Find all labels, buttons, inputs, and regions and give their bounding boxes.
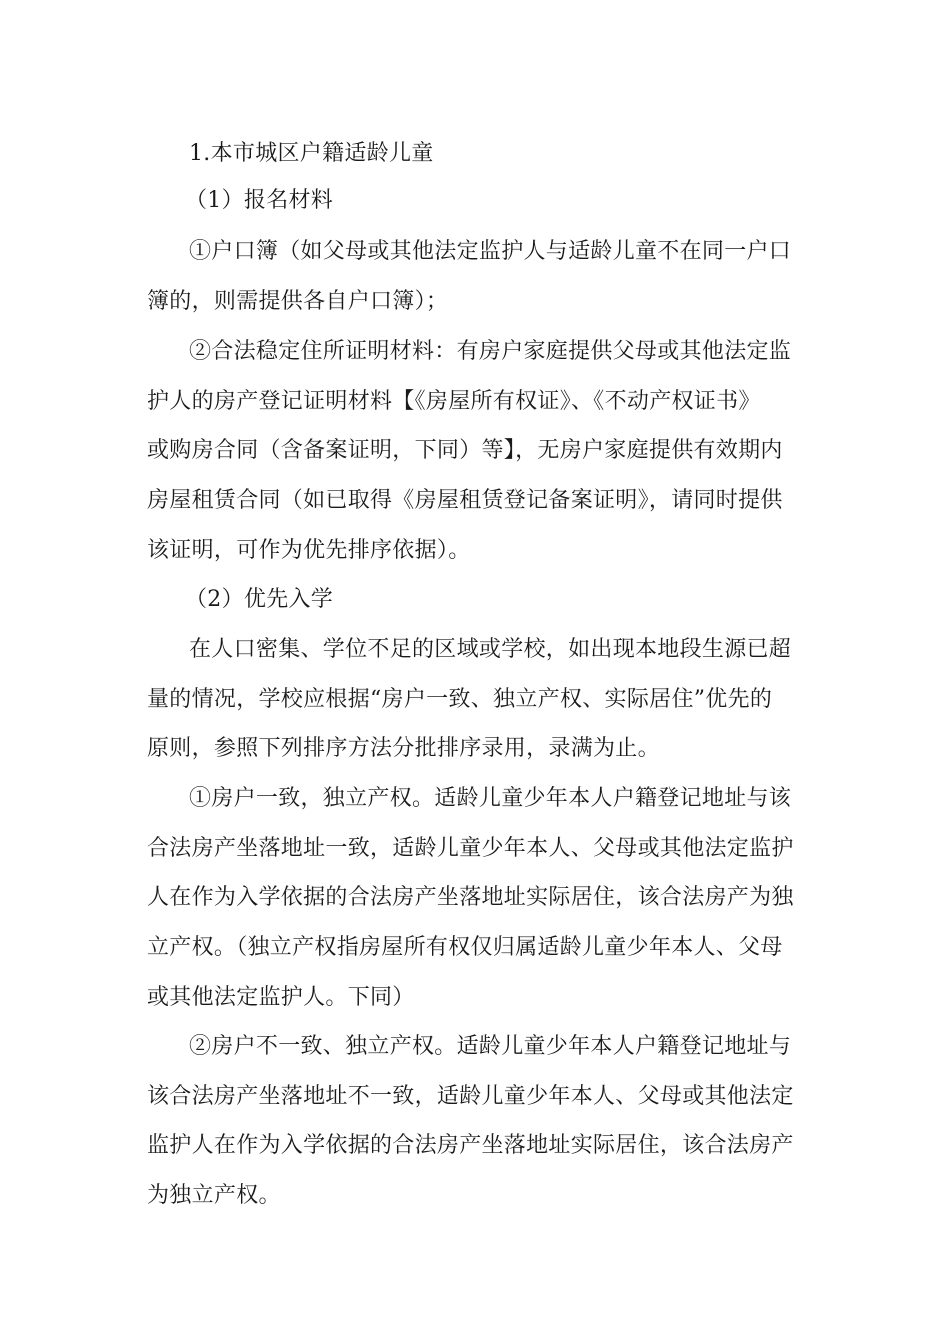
paragraph-line: 立产权。（独立产权指房屋所有权仅归属适龄儿童少年本人、父母 <box>147 935 783 960</box>
paragraph-line: 合法房产坐落地址一致，适龄儿童少年本人、父母或其他法定监护 <box>147 836 794 861</box>
paragraph-line: 簿的，则需提供各自户口簿）； <box>147 289 449 314</box>
paragraph-line: 或其他法定监护人。下同） <box>147 985 415 1010</box>
paragraph-line: ②合法稳定住所证明材料：有房户家庭提供父母或其他法定监 <box>189 339 792 364</box>
paragraph-line: 原则，参照下列排序方法分批排序录用，录满为止。 <box>147 736 660 761</box>
paragraph-line: 人在作为入学依据的合法房产坐落地址实际居住，该合法房产为独 <box>147 885 794 910</box>
subsection-heading: （2）优先入学 <box>185 587 334 612</box>
paragraph-line: 量的情况，学校应根据“房户一致、独立产权、实际居住”优先的 <box>147 687 773 712</box>
paragraph-line: ①房户一致，独立产权。适龄儿童少年本人户籍登记地址与该 <box>189 786 792 811</box>
paragraph-line: 该合法房产坐落地址不一致，适龄儿童少年本人、父母或其他法定 <box>147 1084 794 1109</box>
paragraph-line: 或购房合同（含备案证明，下同）等】，无房户家庭提供有效期内 <box>147 438 783 463</box>
subsection-heading: （1）报名材料 <box>185 188 334 213</box>
paragraph-line: ①户口簿（如父母或其他法定监护人与适龄儿童不在同一户口 <box>189 239 792 264</box>
paragraph-line: 在人口密集、学位不足的区域或学校，如出现本地段生源已超 <box>189 637 792 662</box>
paragraph-line: 为独立产权。 <box>147 1183 281 1208</box>
paragraph-line: ②房户不一致、独立产权。适龄儿童少年本人户籍登记地址与 <box>189 1034 792 1059</box>
paragraph-line: 该证明，可作为优先排序依据）。 <box>147 538 471 563</box>
paragraph-line: 护人的房产登记证明材料【《房屋所有权证》、《不动产权证书》 <box>147 389 761 414</box>
paragraph-line: 房屋租赁合同（如已取得《房屋租赁登记备案证明》，请同时提供 <box>147 488 783 513</box>
section-heading: 1.本市城区户籍适龄儿童 <box>189 141 434 166</box>
paragraph-line: 监护人在作为入学依据的合法房产坐落地址实际居住，该合法房产 <box>147 1133 794 1158</box>
